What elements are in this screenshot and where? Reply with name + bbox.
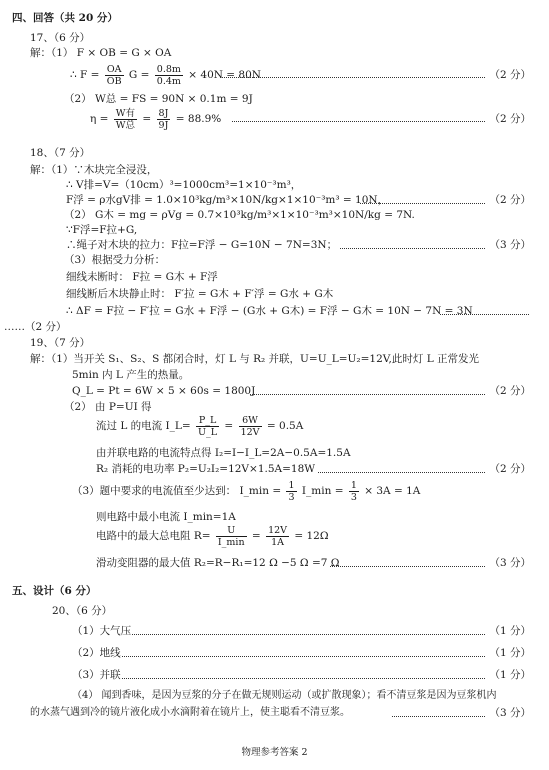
page-footer: 物理参考答案 2 — [241, 747, 308, 758]
leader-dots — [132, 634, 485, 635]
q17-l2-pre: ∴ F = — [70, 69, 100, 81]
q18-line-4: （2） G木 = mg = ρVg = 0.7×10³kg/m³×1×10⁻³m³×10N/kg = 7N. — [64, 209, 415, 221]
q18-line-6: ∴绳子对木块的拉力：F拉=F浮 − G=10N − 7N=3N； — [66, 239, 338, 251]
q20-heading: 20、（6 分） — [52, 605, 113, 617]
fraction-6w-12v: $\frac{6W}{12V}$ — [240, 414, 260, 438]
q18-line-1: 解：（1）∵木块完全浸没， — [30, 164, 158, 176]
q20-score-3: （1 分） — [489, 669, 531, 681]
q19-line-4: （2） 由 P=UI 得 — [64, 401, 152, 413]
q20-score-2: （1 分） — [489, 647, 531, 659]
leader-dots — [360, 203, 485, 204]
leader-dots — [250, 394, 485, 395]
q17-line-4 — [90, 106, 221, 132]
q18-line-7: （3）根据受力分析： — [64, 254, 166, 266]
q17-line-3: （2） W总 = FS = 90N × 0.1m = 9J — [64, 93, 253, 105]
q18-score-3: ……（2 分） — [4, 321, 67, 333]
q18-score-1: （2 分） — [489, 194, 531, 206]
q19-line-8 — [72, 478, 420, 504]
q19-line-9: 则电路中最小电流 I_min=1A — [96, 511, 236, 523]
q18-line-5: ∵F浮=F拉+G, — [66, 224, 138, 236]
q17-line-2 — [70, 62, 261, 88]
fraction-oa-ob: $\frac{OA}{OB}$ — [106, 63, 122, 87]
q18-heading: 18、（7 分） — [30, 147, 91, 159]
q19-l8-post: × 3A = 1A — [364, 485, 421, 497]
q17-l4-post: = 88.9% — [175, 113, 222, 125]
leader-dots — [232, 121, 485, 122]
q19-line-1: 解：（1）当开关 S₁、S₂、S 都闭合时，灯 L 与 R₂ 并联，U=U_L=U₂=12V,此时灯 L 正常发光 — [30, 353, 480, 365]
q20-score-4: （3 分） — [489, 707, 531, 719]
q19-line-11: 滑动变阻器的最大值 R₂=R−R₁=12 Ω −5 Ω =7 Ω — [96, 557, 340, 569]
q19-l5-mid: = — [224, 420, 234, 432]
q19-l8-pre: （3）题中要求的电流值至少达到： I_min = — [72, 485, 282, 497]
q17-score-2: （2 分） — [489, 113, 531, 125]
q20-score-1: （1 分） — [489, 625, 531, 637]
q19-score-3: （3 分） — [489, 557, 531, 569]
fraction-power-voltage: $\frac{P\_L}{U\_L}$ — [198, 414, 218, 438]
q19-l8-mid: I_min = — [301, 485, 344, 497]
leader-dots — [318, 472, 485, 473]
section-5-title: 五、设计（6 分） — [12, 585, 97, 597]
leader-dots — [440, 314, 529, 315]
q19-line-6: 由并联电路的电流特点得 I₂=I−I_L=2A−0.5A=1.5A — [96, 447, 351, 459]
q19-l5-pre: 流过 L 的电流 I_L= — [96, 420, 191, 432]
q17-line-1: 解：（1） F × OB = G × OA — [30, 47, 172, 59]
q19-line-7: R₂ 消耗的电功率 P₂=U₂I₂=12V×1.5A=18W — [96, 463, 316, 475]
q19-line-5 — [96, 413, 303, 439]
q17-l2-mid: G = — [128, 69, 150, 81]
fraction-work: $\frac{\text{W有}}{\text{W总}}$ — [115, 107, 136, 131]
q20-answer-4-line-2: 的水蒸气遇到冷的镜片液化成小水滴附着在镜片上，使主聪看不清豆浆。 — [30, 707, 350, 718]
q18-score-2: （3 分） — [489, 239, 531, 251]
leader-dots — [122, 678, 485, 679]
q17-l2-post: × 40N = 80N — [188, 69, 261, 81]
leader-dots — [392, 716, 485, 717]
q19-score-2: （2 分） — [489, 463, 531, 475]
q19-l10-post: = 12Ω — [294, 530, 329, 542]
q20-answer-3: （3）并联 — [72, 669, 121, 681]
q19-line-2: 5min 内 L 产生的热量。 — [72, 369, 190, 381]
q19-l10-pre: 电路中的最大总电阻 R= — [96, 530, 211, 542]
q19-heading: 19、（7 分） — [30, 337, 91, 349]
q19-line-3: Q_L = Pt = 6W × 5 × 60s = 1800J — [72, 385, 256, 397]
leader-dots — [340, 248, 485, 249]
q20-answer-4-line-1: （4） 闻到香味，是因为豆浆的分子在做无规则运动（或扩散现象）；看不清豆浆是因为豆浆机内 — [72, 690, 497, 701]
q19-l10-mid: = — [251, 530, 261, 542]
q18-line-8: 细线未断时： F拉 = G木 + F浮 — [66, 271, 218, 283]
fraction-12v-1a: $\frac{12V}{1A}$ — [268, 524, 288, 548]
leader-dots — [220, 77, 485, 78]
fraction-u-imin: $\frac{U}{I\_\min}$ — [217, 524, 245, 548]
q17-score-1: （2 分） — [489, 69, 531, 81]
q17-heading: 17、（6 分） — [30, 32, 91, 44]
section-4-title: 四、回答（共 20 分） — [12, 12, 118, 24]
leader-dots — [122, 656, 485, 657]
q20-answer-1: （1）大气压 — [72, 625, 132, 637]
q18-line-10: ∴ ΔF = F拉 − F′拉 = G水 + F浮 − (G水 + G木) = F浮 − G木 = 10N − 7N = 3N — [66, 305, 473, 317]
q19-line-10 — [96, 523, 329, 549]
fraction-length: $\frac{0.8m}{0.4m}$ — [156, 63, 181, 87]
fraction-one-third: $\frac{1}{3}$ — [288, 479, 295, 503]
q19-score-1: （2 分） — [489, 385, 531, 397]
fraction-one-third: $\frac{1}{3}$ — [350, 479, 357, 503]
q18-line-2: ∴ V排=V=（10cm）³=1000cm³=1×10⁻³m³， — [66, 179, 302, 191]
q20-answer-2: （2）地线 — [72, 647, 121, 659]
q17-l4-mid: = — [142, 113, 152, 125]
fraction-joules: $\frac{8J}{9J}$ — [158, 107, 169, 131]
q19-l5-post: = 0.5A — [266, 420, 304, 432]
q17-l4-pre: η = — [90, 113, 109, 125]
leader-dots — [330, 566, 485, 567]
q18-line-9: 细线断后木块静止时： F′拉 = G木 + F′浮 = G水 + G木 — [66, 288, 334, 300]
q18-line-3: F浮 = ρ水gV排 = 1.0×10³kg/m³×10N/kg×1×10⁻³m³ = 10N， — [66, 194, 389, 206]
